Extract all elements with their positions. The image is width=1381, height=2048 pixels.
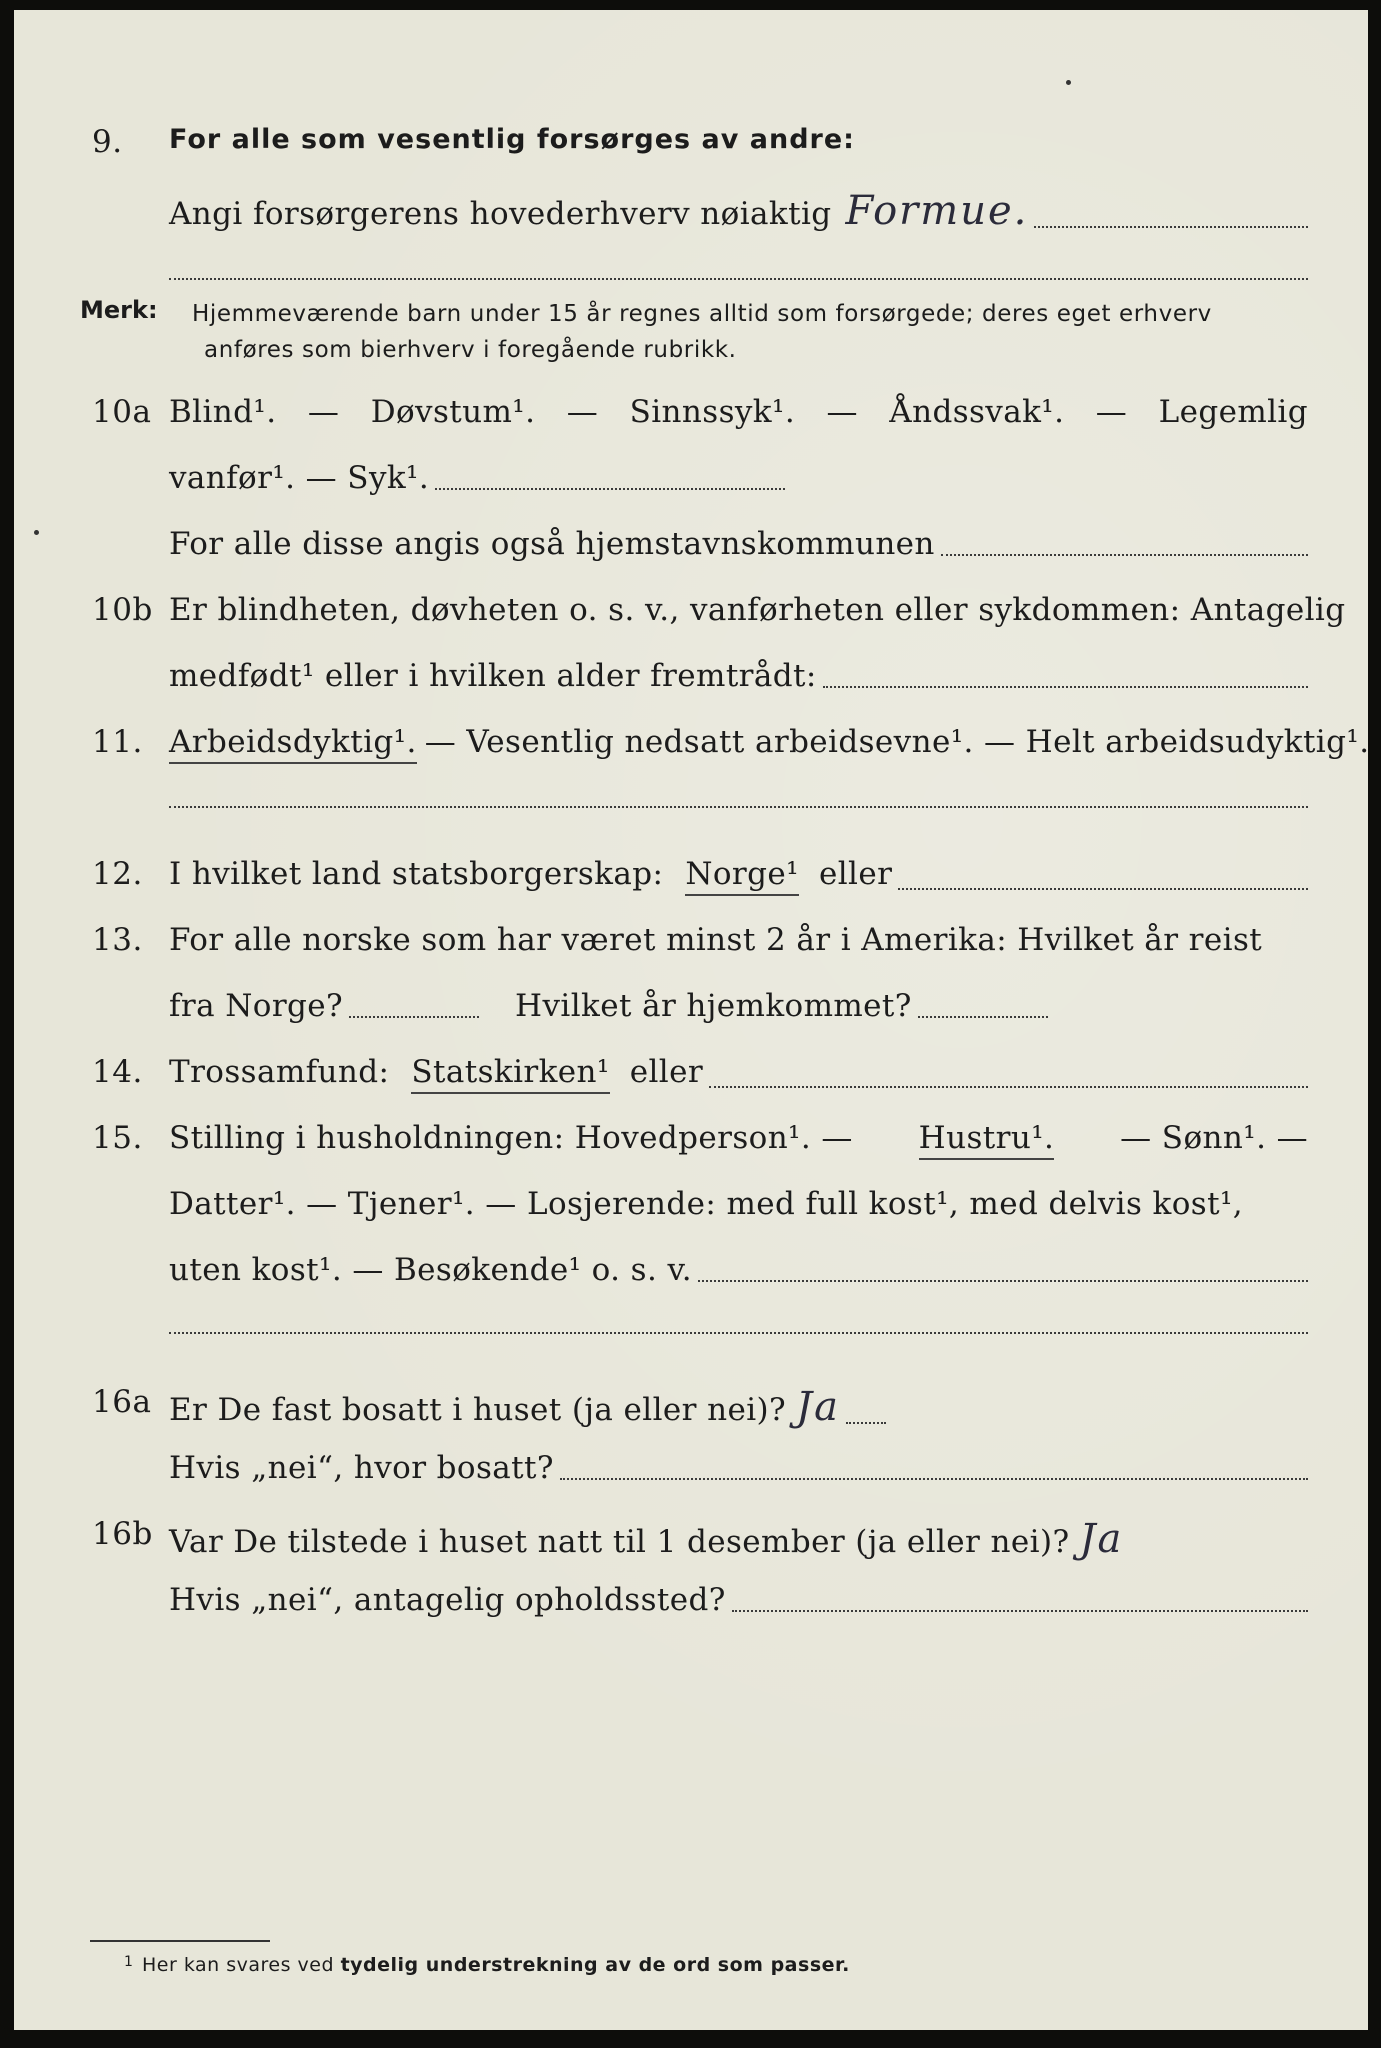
q16b-row-2 [14, 1576, 1368, 1628]
q10b-row-1 [14, 586, 1368, 638]
q11-separator [169, 806, 1308, 808]
q13-row-2 [14, 982, 1368, 1034]
q10a-option-dovstum[interactable]: Døvstum¹. [370, 394, 536, 430]
q13-question: For alle norske som har været minst 2 år i Amerika: Hvilket år reist [169, 922, 1263, 958]
q10a-option-sinnssyk[interactable]: Sinnssyk¹. [629, 394, 796, 430]
q12-row [14, 850, 1368, 902]
q9-heading: For alle som vesentlig forsørges av andre: [169, 124, 855, 155]
q16b-row-1 [14, 1510, 1368, 1562]
q10b-row-2 [14, 652, 1368, 704]
q15-sonn[interactable]: — Sønn¹. — [1120, 1120, 1308, 1156]
dash: — [566, 394, 599, 430]
q11-row [14, 718, 1368, 770]
q9-answer-line[interactable] [1034, 226, 1308, 228]
q10b-label: medfødt¹ eller i hvilken alder fremtrådt: [169, 658, 817, 694]
census-form-page [14, 10, 1368, 2030]
q10a-row-1 [14, 388, 1368, 440]
q16a-number: 16a [92, 1384, 152, 1420]
q10a-syk-line[interactable] [435, 488, 785, 490]
q16b-question: Var De tilstede i huset natt til 1 desember (ja eller nei)? [169, 1524, 1070, 1560]
q16b-handwritten-answer: Ja [1079, 1516, 1124, 1562]
q10b-question: Er blindheten, døvheten o. s. v., vanførheten eller sykdommen: Antagelig [169, 592, 1346, 628]
q16a-row-2 [14, 1444, 1368, 1496]
dash: — [1095, 394, 1128, 430]
q10a-option-vanfor-syk[interactable]: vanfør¹. — Syk¹. [169, 460, 430, 496]
q9-number: 9. [92, 124, 123, 160]
q15-row-2 [14, 1180, 1368, 1232]
q13-hjemkommet-line[interactable] [918, 1016, 1048, 1018]
q15-row-1 [14, 1114, 1368, 1166]
q10a-row-3 [14, 520, 1368, 572]
dash: — [307, 394, 340, 430]
footnote-mark: 1 [124, 1954, 134, 1970]
q15-options-2[interactable]: Datter¹. — Tjener¹. — Losjerende: med full kost¹, med delvis kost¹, [169, 1186, 1244, 1222]
q15-answer-line[interactable] [698, 1280, 1308, 1282]
q14-answer-line[interactable] [709, 1086, 1308, 1088]
q11-other-options[interactable]: — Vesentlig nedsatt arbeidsevne¹. — Helt arbeidsudyktig¹. [424, 724, 1370, 760]
q13-reist-line[interactable] [349, 1016, 479, 1018]
q13-number: 13. [92, 922, 143, 958]
footnote-rule [90, 1940, 270, 1942]
q12-option-norge[interactable]: Norge¹ [685, 856, 799, 896]
q14-label: Trossamfund: [169, 1054, 390, 1090]
q10a-hjemstavn-line[interactable] [941, 554, 1308, 556]
q13-row-1 [14, 916, 1368, 968]
dash: — [826, 394, 858, 430]
q12-label: I hvilket land statsborgerskap: [169, 856, 664, 892]
footnote [124, 1954, 850, 1976]
q16a-bosatt-label: Hvis „nei“, hvor bosatt? [169, 1450, 554, 1486]
q10a-number: 10a [92, 394, 152, 430]
q12-eller: eller [818, 856, 893, 892]
q10a-option-andssvak[interactable]: Åndssvak¹. [889, 394, 1065, 430]
q15-option-hustru[interactable]: Hustru¹. [919, 1120, 1055, 1160]
footnote-text-b: tydelig understrekning av de ord som passer. [340, 1954, 850, 1976]
footnote-text-a: Her kan svares ved [142, 1954, 335, 1976]
paper-speck [1066, 80, 1071, 85]
q16b-opholdssted-label: Hvis „nei“, antagelig opholdssted? [169, 1582, 726, 1618]
q12-number: 12. [92, 856, 143, 892]
merk-label: Merk: [80, 296, 158, 324]
q10b-answer-line[interactable] [823, 686, 1308, 688]
q10a-row-2 [14, 454, 1368, 506]
q11-option-arbeidsdyktig[interactable]: Arbeidsdyktig¹. [169, 724, 417, 764]
q9-handwritten-answer: Formue. [845, 188, 1029, 234]
q16b-number: 16b [92, 1516, 153, 1552]
q9-row-1 [14, 118, 1368, 170]
q14-eller: eller [629, 1054, 704, 1090]
q10a-options [169, 394, 1308, 430]
q10b-number: 10b [92, 592, 153, 628]
q15-hovedperson[interactable]: Stilling i husholdningen: Hovedperson¹. — [169, 1120, 853, 1156]
q13-reist-label: fra Norge? [169, 988, 344, 1024]
q10a-option-blind[interactable]: Blind¹. [169, 394, 277, 430]
q15-number: 15. [92, 1120, 143, 1156]
q9-label: Angi forsørgerens hovederhverv nøiaktig [169, 196, 832, 232]
q10a-option-legemlig[interactable]: Legemlig [1158, 394, 1308, 430]
q16a-row-1 [14, 1378, 1368, 1430]
q15-row-3 [14, 1246, 1368, 1298]
q16b-opholdssted-line[interactable] [732, 1610, 1308, 1612]
merk-note [192, 296, 1312, 368]
q9-separator [169, 278, 1308, 280]
q13-hjemkommet-label: Hvilket år hjemkommet? [515, 988, 912, 1024]
q10a-hjemstavn-label: For alle disse angis også hjemstavnskommunen [169, 526, 935, 562]
q16a-question: Er De fast bosatt i huset (ja eller nei)? [169, 1392, 787, 1428]
q12-answer-line[interactable] [898, 888, 1308, 890]
q9-row-2 [14, 182, 1368, 234]
q15-options-3[interactable]: uten kost¹. — Besøkende¹ o. s. v. [169, 1252, 692, 1288]
q15-separator [169, 1332, 1308, 1334]
merk-line-2: anføres som bierhverv i foregående rubrikk. [204, 337, 737, 363]
q14-option-statskirken[interactable]: Statskirken¹ [411, 1054, 609, 1094]
q14-number: 14. [92, 1054, 143, 1090]
merk-line-1: Hjemmeværende barn under 15 år regnes alltid som forsørgede; deres eget erhverv [192, 301, 1212, 327]
paper-speck [34, 530, 39, 535]
q14-row [14, 1048, 1368, 1100]
q11-number: 11. [92, 724, 143, 760]
q16a-answer-line[interactable] [846, 1422, 886, 1424]
q16a-handwritten-answer: Ja [796, 1384, 840, 1430]
q16a-bosatt-line[interactable] [560, 1478, 1308, 1480]
